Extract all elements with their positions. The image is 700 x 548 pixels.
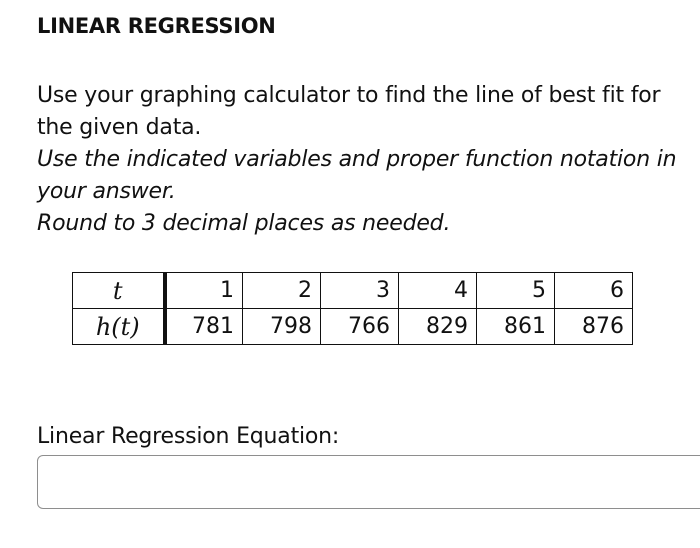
page-title: LINEAR REGRESSION	[37, 14, 276, 38]
instruction-rounding: Round to 3 decimal places as needed.	[37, 211, 451, 236]
table-cell: 1	[165, 273, 243, 309]
table-cell: 861	[477, 309, 555, 345]
table-cell: 2	[243, 273, 321, 309]
table-cell: 6	[555, 273, 633, 309]
row-header-h: h(t)	[73, 309, 165, 345]
table-cell: 5	[477, 273, 555, 309]
instruction-notation: Use the indicated variables and proper function notation in your answer.	[37, 147, 677, 204]
equation-answer-input[interactable]	[37, 455, 700, 509]
table-cell: 798	[243, 309, 321, 345]
table-cell: 4	[399, 273, 477, 309]
table-row-t	[73, 273, 633, 309]
table-cell: 829	[399, 309, 477, 345]
instruction-text: Use your graphing calculator to find the line of best fit for the given data.	[37, 83, 661, 140]
table-cell: 766	[321, 309, 399, 345]
table-cell: 781	[165, 309, 243, 345]
row-header-t: t	[73, 273, 165, 309]
table-row-h	[73, 309, 633, 345]
equation-label: Linear Regression Equation:	[37, 424, 340, 449]
table-cell: 3	[321, 273, 399, 309]
instructions	[37, 80, 697, 240]
table-cell: 876	[555, 309, 633, 345]
data-table	[72, 272, 633, 345]
